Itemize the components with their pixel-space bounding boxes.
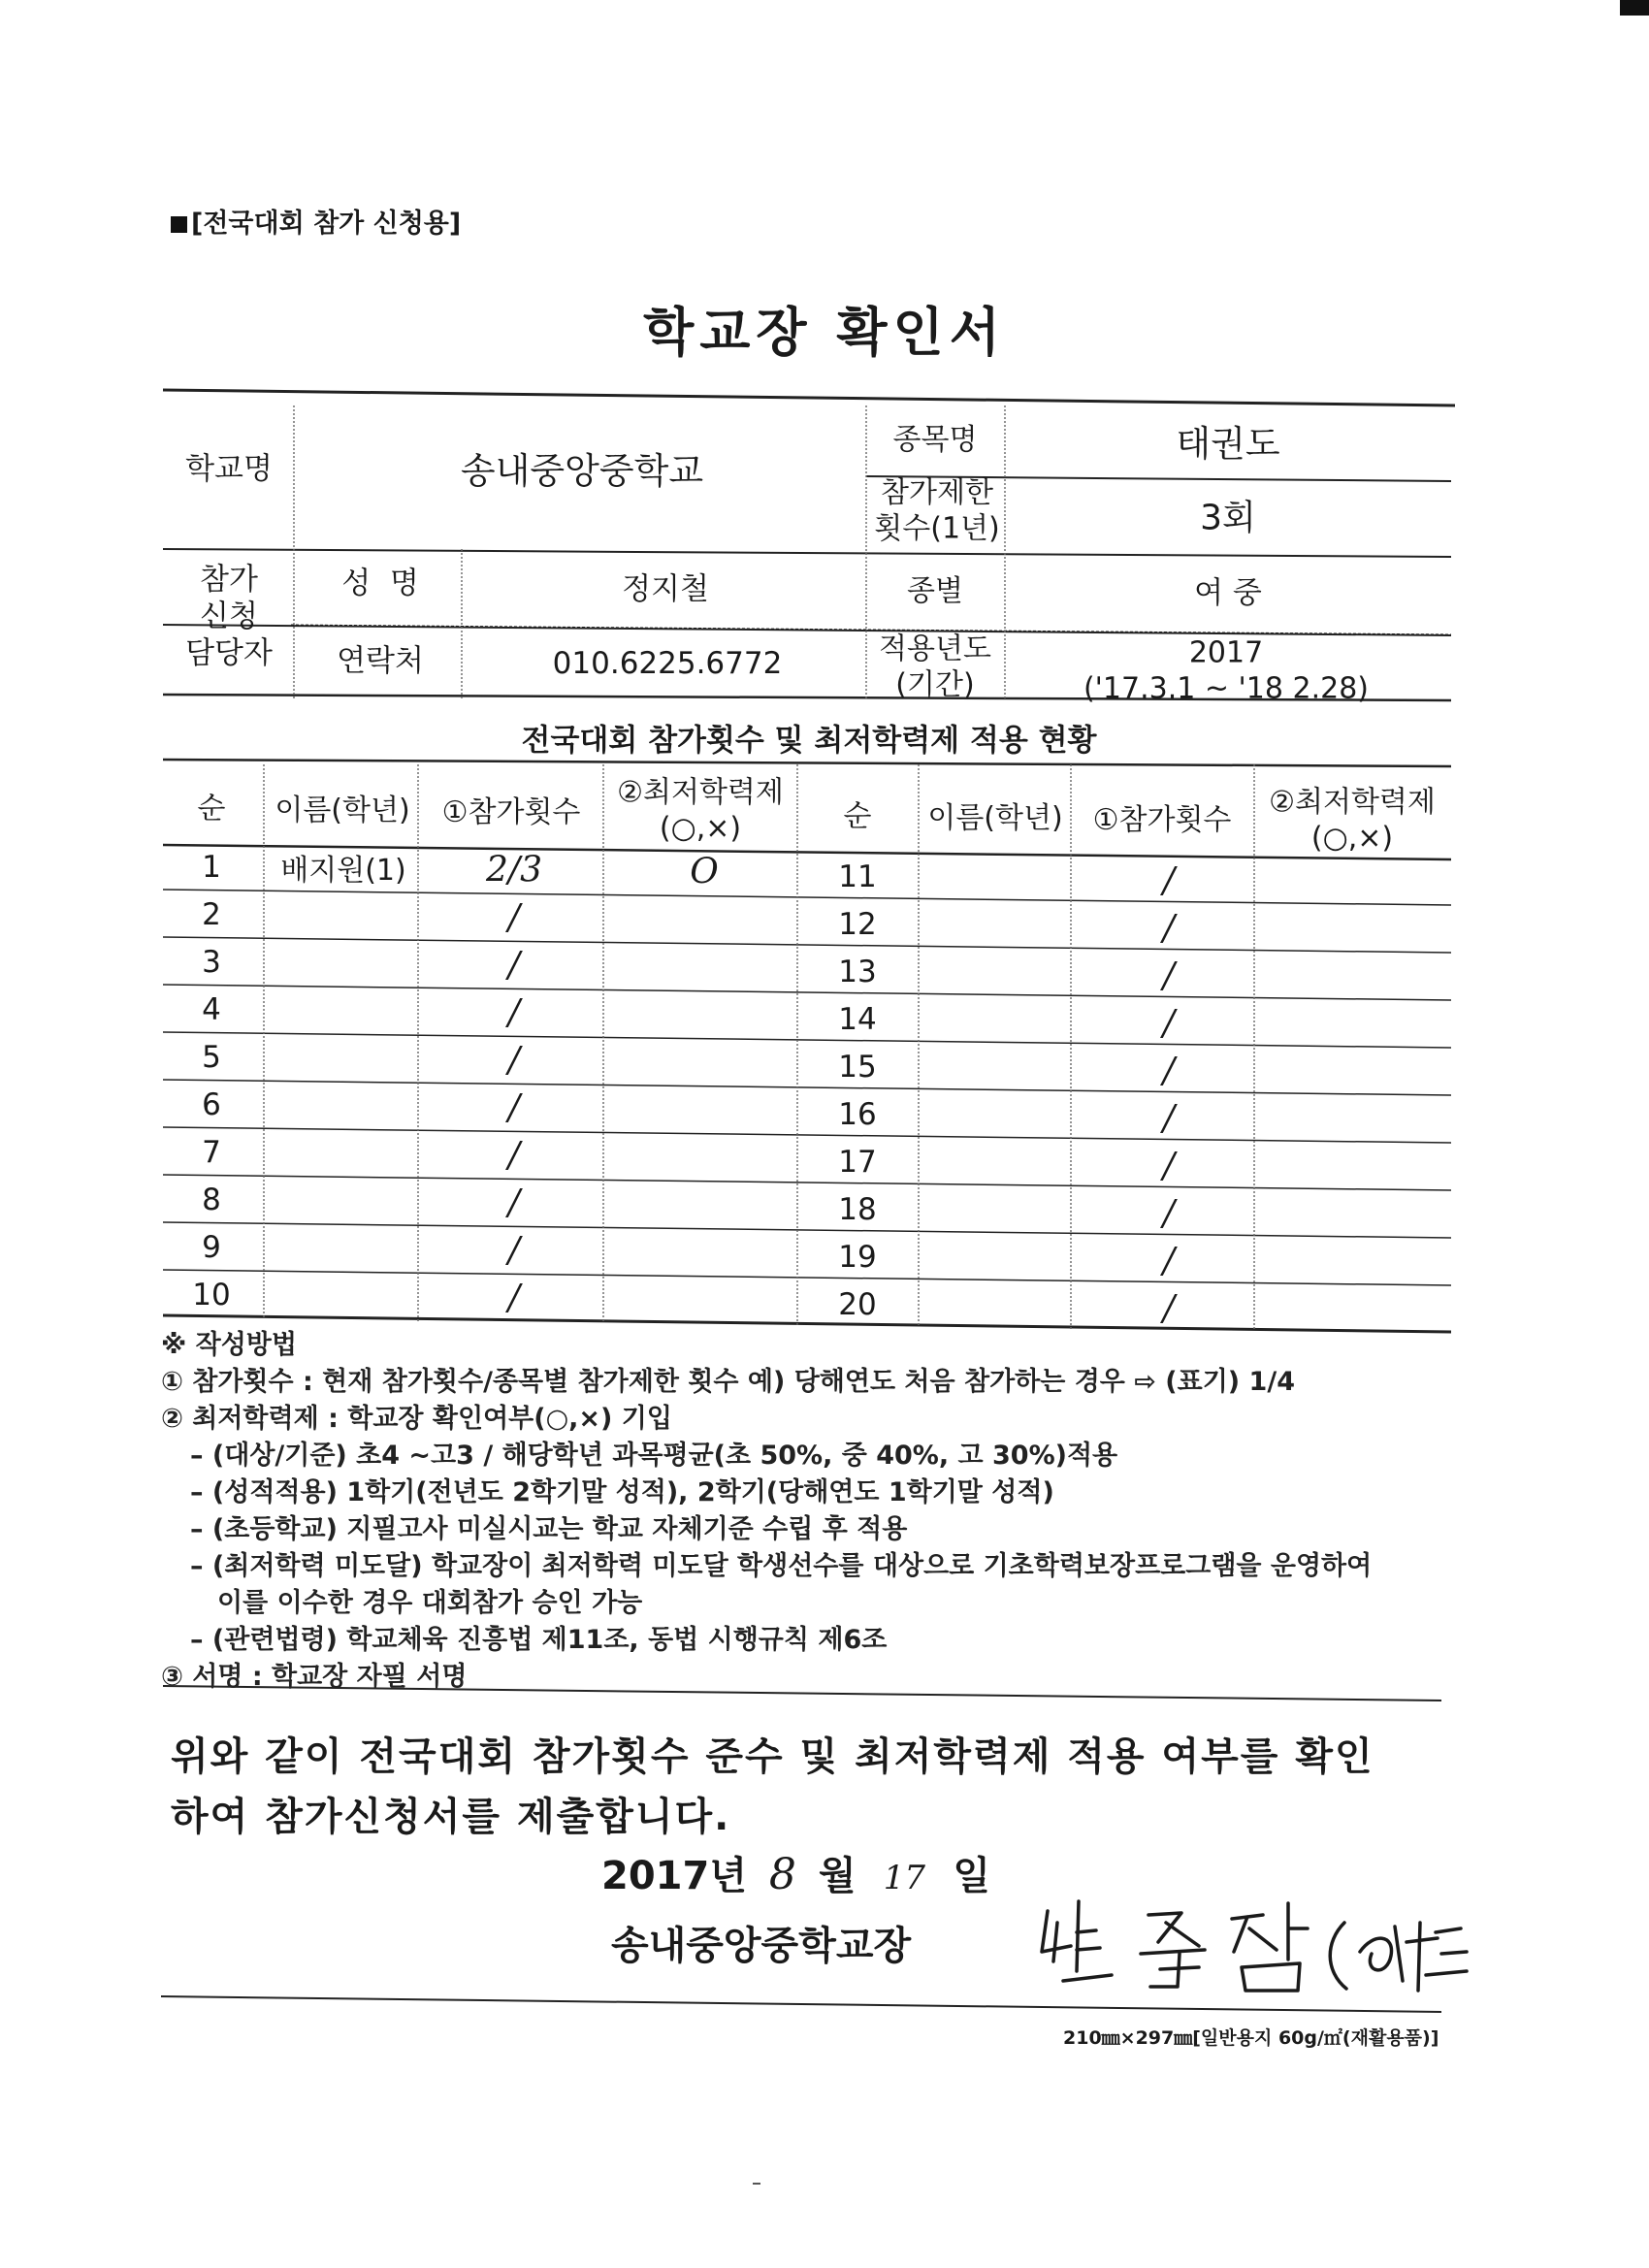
row-number: 14 <box>838 1002 877 1037</box>
row-min-academic: O <box>690 852 719 892</box>
row-number: 8 <box>202 1183 221 1217</box>
manager-label-line3: 담당자 <box>185 634 273 670</box>
row-participation-count: / <box>1162 1241 1176 1281</box>
row-participation-count: / <box>1162 1146 1176 1186</box>
form-type-label: [전국대회 참가 신청용] <box>191 209 462 239</box>
manager-label-line1: 참가 <box>200 562 258 598</box>
category-label: 종별 <box>907 574 963 608</box>
row-number: 6 <box>202 1087 221 1122</box>
note-item: – (성적적용) 1학기(전년도 2학기말 성적), 2학기(당해연도 1학기말 성적) <box>190 1477 1054 1507</box>
principal-signature <box>1034 1894 1471 2000</box>
period-value-line1: 2017 <box>1188 635 1264 670</box>
scan-speck <box>753 2183 760 2185</box>
note-item: – (관련법령) 학교체육 진흥법 제11조, 동법 시행규칙 제6조 <box>190 1625 888 1655</box>
col-header-name-right: 이름(학년) <box>927 801 1063 835</box>
note-item: ① 참가횟수 : 현재 참가횟수/종목별 참가제한 횟수 예) 당해연도 처음 참가하는 경우 ⇨ (표기) 1/4 <box>161 1367 1295 1397</box>
row-participation-count: / <box>507 1230 521 1271</box>
row-number: 1 <box>202 850 221 885</box>
row-number: 17 <box>838 1145 877 1180</box>
document-title: 학교장 확인서 <box>643 302 1006 363</box>
instructions <box>161 1327 1372 1696</box>
row-participation-count: / <box>1162 1003 1176 1044</box>
date-month-handwritten: 8 <box>768 1850 796 1899</box>
row-participation-count: / <box>507 1040 521 1081</box>
note-heading: ※ 작성방법 <box>161 1330 297 1360</box>
row-participation-count: / <box>1162 1051 1176 1091</box>
col-header-no-left: 순 <box>197 792 226 826</box>
note-item: 이를 이수한 경우 대회참가 승인 가능 <box>217 1588 643 1618</box>
event-value: 태권도 <box>1176 423 1280 465</box>
row-number: 10 <box>192 1278 231 1312</box>
row-participation-count: / <box>1162 956 1176 996</box>
row-number: 5 <box>202 1040 221 1075</box>
row-number: 9 <box>202 1230 221 1265</box>
col-header-no-right: 순 <box>843 799 872 833</box>
col-header-min-right-line1: ②최저학력제 <box>1269 785 1436 820</box>
date-day-handwritten: 17 <box>883 1859 926 1897</box>
declaration-line1: 위와 같이 전국대회 참가횟수 준수 및 최저학력제 적용 여부를 확인 <box>171 1734 1374 1779</box>
row-number: 4 <box>202 992 221 1027</box>
period-label-line1: 적용년도 <box>879 632 991 666</box>
school-name-label: 학교명 <box>185 451 273 487</box>
limit-value: 3회 <box>1200 498 1256 538</box>
signer-title: 송내중앙중학교장 <box>611 1924 912 1968</box>
manager-contact-label: 연락처 <box>337 643 424 679</box>
col-header-min-left-line1: ②최저학력제 <box>617 775 784 810</box>
manager-label-line2: 신청 <box>200 599 258 634</box>
row-number: 7 <box>202 1135 221 1170</box>
row-number: 19 <box>838 1240 877 1275</box>
manager-name-value: 정지철 <box>622 571 709 607</box>
note-item: – (초등학교) 지필고사 미실시교는 학교 자체기준 수립 후 적용 <box>190 1514 908 1544</box>
row-number: 18 <box>838 1192 877 1227</box>
note-item: ② 최저학력제 : 학교장 확인여부(○,×) 기입 <box>161 1404 672 1434</box>
date-day-unit: 일 <box>953 1854 990 1898</box>
row-participation-count: / <box>507 1135 521 1176</box>
category-value: 여 중 <box>1194 575 1262 611</box>
row-number: 13 <box>838 955 877 989</box>
section-title: 전국대회 참가횟수 및 최저학력제 적용 현황 <box>521 723 1097 759</box>
school-name-value: 송내중앙중학교 <box>460 450 704 492</box>
row-name: 배지원(1) <box>280 854 406 888</box>
row-number: 2 <box>202 897 221 932</box>
row-participation-count: / <box>1162 1098 1176 1139</box>
row-participation-count: / <box>1162 860 1176 901</box>
period-value <box>1083 635 1369 706</box>
note-item: – (대상/기준) 초4 ~고3 / 해당학년 과목평균(초 50%, 중 40%, 고 30%)적용 <box>190 1441 1118 1471</box>
row-participation-count: / <box>507 1278 521 1318</box>
col-header-min-right <box>1269 785 1436 856</box>
row-participation-count: / <box>1162 1193 1176 1234</box>
row-number: 3 <box>202 945 221 980</box>
period-label-line2: (기간) <box>895 667 975 701</box>
limit-label-line1: 참가제한 <box>881 475 993 510</box>
col-header-count-right: ①참가횟수 <box>1092 803 1232 837</box>
paper-spec-footer: 210㎜×297㎜[일반용지 60g/㎡(재활용품)] <box>1063 2027 1439 2049</box>
col-header-min-left <box>617 775 784 846</box>
declaration <box>171 1727 1374 1847</box>
row-number: 11 <box>838 859 877 894</box>
row-participation-count: / <box>507 897 521 938</box>
limit-label <box>874 475 999 546</box>
row-number: 20 <box>838 1287 877 1322</box>
row-participation-count: / <box>507 992 521 1033</box>
col-header-name-left: 이름(학년) <box>275 794 410 827</box>
event-label: 종목명 <box>892 423 978 457</box>
row-number: 15 <box>838 1050 877 1085</box>
row-participation-count: / <box>507 1087 521 1128</box>
row-participation-count: / <box>1162 908 1176 949</box>
date-year: 2017년 <box>601 1854 747 1898</box>
row-number: 16 <box>838 1097 877 1132</box>
row-participation-count: / <box>507 945 521 986</box>
manager-contact-value: 010.6225.6772 <box>552 646 783 681</box>
date-month-unit: 월 <box>818 1854 857 1898</box>
note-item: – (최저학력 미도달) 학교장이 최저학력 미도달 학생선수를 대상으로 기초학력보장프로그램을 운영하여 <box>190 1551 1373 1581</box>
note-item: ③ 서명 : 학교장 자필 서명 <box>161 1662 468 1692</box>
col-header-min-right-line2: (○,×) <box>1310 821 1394 855</box>
signing-date <box>601 1845 990 1900</box>
row-participation-count: 2/3 <box>486 850 542 891</box>
manager-name-label: 성 명 <box>341 566 419 601</box>
row-number: 12 <box>838 907 877 942</box>
row-participation-count: / <box>507 1183 521 1223</box>
col-header-min-left-line2: (○,×) <box>659 811 742 845</box>
col-header-count-left: ①참가횟수 <box>441 795 581 829</box>
row-participation-count: / <box>1162 1288 1176 1329</box>
limit-label-line2: 횟수(1년) <box>874 511 1000 545</box>
declaration-line2: 하여 참가신청서를 제출합니다. <box>171 1795 731 1839</box>
period-label <box>879 632 991 702</box>
manager-label <box>185 562 273 671</box>
period-value-line2: ('17.3.1 ~ '18 2.28) <box>1083 671 1370 705</box>
